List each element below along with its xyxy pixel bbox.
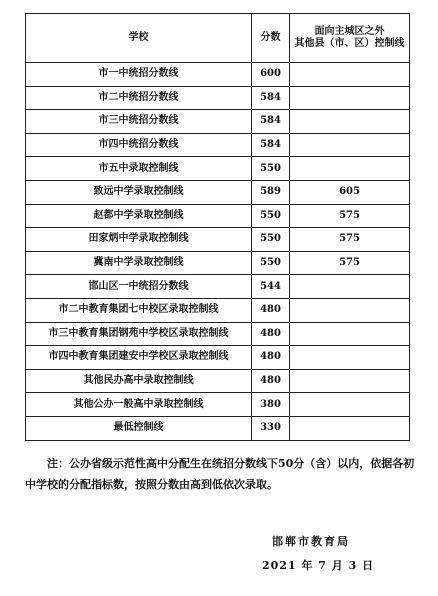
header-school: 学校	[26, 14, 252, 63]
table-row	[26, 63, 410, 87]
note-paragraph: 注：公办省级示范性高中分配生在统招分数线下50分（含）以内，依据各初中学校的分配指标数，按照分数由高到低依次录取。	[25, 457, 415, 491]
table-row	[26, 298, 410, 322]
score-cell: 550	[252, 251, 290, 275]
score-cell: 380	[252, 393, 290, 417]
school-cell: 田家炳中学录取控制线	[26, 228, 252, 252]
score-cell: 550	[252, 228, 290, 252]
outer-score-cell	[290, 393, 410, 417]
school-cell: 其他公办一般高中录取控制线	[26, 393, 252, 417]
table-row	[26, 133, 410, 157]
school-cell: 冀南中学录取控制线	[26, 251, 252, 275]
school-cell: 市三中统招分数线	[26, 110, 252, 134]
score-cell: 480	[252, 322, 290, 346]
table-row	[26, 251, 410, 275]
header-outer-county	[290, 14, 410, 63]
school-cell: 邯山区一中统招分数线	[26, 275, 252, 299]
score-cell: 480	[252, 369, 290, 393]
school-cell: 市二中教育集团七中校区录取控制线	[26, 298, 252, 322]
table-row	[26, 86, 410, 110]
score-cell: 550	[252, 204, 290, 228]
table-row	[26, 204, 410, 228]
score-cell: 550	[252, 157, 290, 181]
school-cell: 最低控制线	[26, 416, 252, 440]
score-cell: 600	[252, 63, 290, 87]
outer-score-cell: 575	[290, 204, 410, 228]
score-cell: 480	[252, 298, 290, 322]
outer-score-cell	[290, 416, 410, 440]
table-row	[26, 416, 410, 440]
school-cell: 市四中统招分数线	[26, 133, 252, 157]
outer-score-cell: 575	[290, 228, 410, 252]
outer-score-cell: 575	[290, 251, 410, 275]
issuer-name: 邯郸市教育局	[272, 535, 350, 548]
table-row	[26, 322, 410, 346]
school-cell: 市四中教育集团建安中学校区录取控制线	[26, 346, 252, 370]
outer-score-cell	[290, 157, 410, 181]
school-cell: 市一中统招分数线	[26, 63, 252, 87]
outer-score-cell	[290, 110, 410, 134]
header-outer-line1: 面向主城区之外	[314, 26, 385, 37]
outer-score-cell	[290, 275, 410, 299]
score-table	[25, 13, 410, 441]
outer-score-cell	[290, 322, 410, 346]
table-row	[26, 369, 410, 393]
table-row	[26, 346, 410, 370]
score-cell: 584	[252, 86, 290, 110]
outer-score-cell	[290, 298, 410, 322]
score-cell: 480	[252, 346, 290, 370]
header-outer-line2: 其他县（市、区）控制线	[294, 38, 405, 49]
table-row	[26, 180, 410, 204]
score-cell: 589	[252, 180, 290, 204]
table-row	[26, 157, 410, 181]
table-header-row	[26, 14, 410, 63]
outer-score-cell	[290, 346, 410, 370]
table-row	[26, 110, 410, 134]
outer-score-cell	[290, 133, 410, 157]
outer-score-cell: 605	[290, 180, 410, 204]
outer-score-cell	[290, 86, 410, 110]
school-cell: 致远中学录取控制线	[26, 180, 252, 204]
outer-score-cell	[290, 63, 410, 87]
school-cell: 赵都中学录取控制线	[26, 204, 252, 228]
score-cell: 330	[252, 416, 290, 440]
school-cell: 市五中录取控制线	[26, 157, 252, 181]
score-cell: 544	[252, 275, 290, 299]
issue-date: 2021 年 7 月 3 日	[262, 559, 375, 572]
school-cell: 市三中教育集团钢苑中学校区录取控制线	[26, 322, 252, 346]
school-cell: 市二中统招分数线	[26, 86, 252, 110]
table-row	[26, 228, 410, 252]
score-cell: 584	[252, 110, 290, 134]
outer-score-cell	[290, 369, 410, 393]
score-cell: 584	[252, 133, 290, 157]
school-cell: 其他民办高中录取控制线	[26, 369, 252, 393]
table-row	[26, 393, 410, 417]
header-score: 分数	[252, 14, 290, 63]
table-row	[26, 275, 410, 299]
